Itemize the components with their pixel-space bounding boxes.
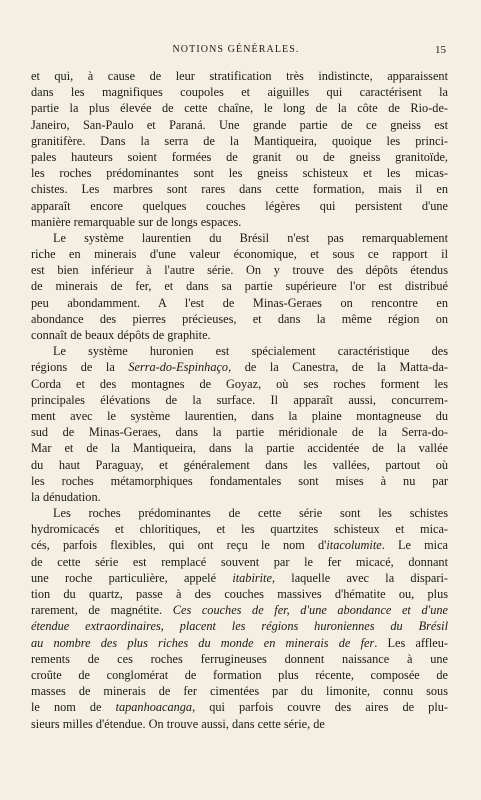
text-line [31,473,448,489]
running-title: NOTIONS GÉNÉRALES. [172,44,300,55]
text-line [31,311,448,327]
text-run: partie la plus élevée de cette chaîne, le long de la côte de Rio-de- [31,101,448,116]
page-number: 15 [435,44,446,56]
text-line [31,327,448,343]
text-run: hydromicacés et chloritiques, et les quartzites schisteux et mica- [31,522,448,537]
text-run: , qui parfois couvre des aires de plu- [192,700,448,715]
text-run: les roches métamorphiques fondamentales sont mises à nu par [31,473,448,488]
text-line [31,440,448,456]
text-line [31,278,448,294]
text-run: abondance des pierres précieuses, et dans la même région on [31,311,448,326]
text-run: granitifère. Dans la serra de la Mantiqueira, quoique les princi- [31,133,448,148]
text-run: Corda et des montagnes de Goyaz, où ses roches forment les [31,376,448,391]
text-line [31,602,448,618]
text-line [31,699,448,715]
text-line [31,716,448,732]
text-run: Le système laurentien du Brésil n'est pas remarquablement [53,230,448,245]
text-line [31,165,448,181]
text-run: Le système huronien est spécialement caractéristique des [53,344,448,359]
text-run: les roches prédominantes sont les gneiss schisteux et les micas- [31,166,448,181]
text-line [31,570,448,586]
text-run: cés, parfois flexibles, qui ont reçu le nom d' [31,538,327,553]
text-run: , de la Canestra, de la Matta-da- [228,360,448,375]
text-run: régions de la [31,360,129,375]
italic-term: itabirite [232,570,272,585]
text-line [31,424,448,440]
text-run: pales hauteurs soient formées de granit ou de gneiss granitoïde, [31,149,448,164]
italic-term: au nombre des plus riches du monde en minerais de fer [31,635,375,650]
text-run: Les roches prédominantes de cette série sont les schistes [53,506,448,521]
text-line [31,262,448,278]
text-run: le nom de [31,700,116,715]
italic-term: tapanhoacanga [115,700,193,715]
text-run: de minerais de fer, et dans sa partie supérieure l'or est distribué [31,279,448,294]
text-run: sieurs milles d'étendue. On trouve aussi, dans cette série, de [31,716,325,731]
text-run: masses de minerais de fer cimentées par du limonite, connu sous [31,684,448,699]
text-line [31,635,448,651]
text-run: de cette série est remplacé souvent par le fer micacé, donnant [31,554,448,569]
text-run: riche en minerais d'une valeur économique, et sous ce rapport il [31,247,448,262]
text-line [31,68,448,84]
text-line [31,117,448,133]
text-run: la dénudation. [31,489,101,504]
running-header [26,44,446,58]
text-run: , laquelle avec la dispari- [271,570,448,585]
italic-term: Serra-do-Espinhaço [128,360,229,375]
text-run: chistes. Les marbres sont rares dans cette formation, mais il en [31,182,448,197]
text-line [31,230,448,246]
text-line [31,149,448,165]
text-line [31,683,448,699]
text-line [31,554,448,570]
text-line [31,133,448,149]
text-line [31,181,448,197]
text-line [31,457,448,473]
text-run: Mar et de la Mantiqueira, dans la partie accidentée de la vallée [31,441,448,456]
text-line [31,521,448,537]
body-text [31,68,448,732]
text-line [31,100,448,116]
italic-term: étendue extraordinaires, placent les régions huroniennes du Brésil [31,619,448,634]
text-line [31,295,448,311]
text-run: manière remarquable sur de longs espaces. [31,214,242,229]
text-run: croûte de conglomérat de formation plus récente, composée de [31,667,448,682]
text-run: apparaît encore quelques couches légères qui persistent d'une [31,198,448,213]
text-line [31,376,448,392]
text-line [31,198,448,214]
italic-term: itacolumite [326,538,382,553]
text-run: rements de ces roches ferrugineuses donnent naissance à une [31,651,448,666]
text-line [31,505,448,521]
text-run: tion du quartz, passe à des couches massives d'hématite ou, plus [31,587,448,601]
text-line [31,214,448,230]
text-line [31,408,448,424]
text-line [31,618,448,634]
text-line [31,84,448,100]
text-line [31,246,448,262]
text-run: . Le mica [381,538,448,553]
text-run: et qui, à cause de leur stratification très indistincte, apparaissent [31,69,448,83]
text-run: du haut Paraguay, et généralement dans les vallées, partout où [31,457,448,472]
text-line [31,651,448,667]
text-line [31,343,448,359]
text-run: principales élévations de la surface. Il apparaît aussi, concurrem- [31,392,448,407]
text-run: rarement, de magnétite. [31,603,173,618]
text-line [31,359,448,375]
text-line [31,537,448,553]
text-run: Janeiro, San-Paulo et Paraná. Une grande partie de ce gneiss est [31,117,448,132]
text-run: une roche particulière, appelé [31,570,233,585]
text-run: dans les magnifiques coupoles et aiguilles qui caractérisent la [31,85,448,100]
text-run: . Les affleu- [374,635,448,650]
text-line [31,586,448,602]
text-line [31,667,448,683]
text-line [31,392,448,408]
text-run: ment avec le système laurentien, dans la plaine montagneuse du [31,408,448,423]
text-line [31,489,448,505]
text-run: peu abondamment. A l'est de Minas-Geraes on rencontre en [31,295,448,310]
italic-term: Ces couches de fer, d'une abondance et d'une [172,603,448,618]
text-run: connaît de beaux dépôts de graphite. [31,328,211,342]
text-run: est bien inférieur à l'autre série. On y trouve des dépôts étendus [31,263,448,278]
text-run: sud de Minas-Geraes, dans la partie méridionale de la Serra-do- [31,425,448,440]
